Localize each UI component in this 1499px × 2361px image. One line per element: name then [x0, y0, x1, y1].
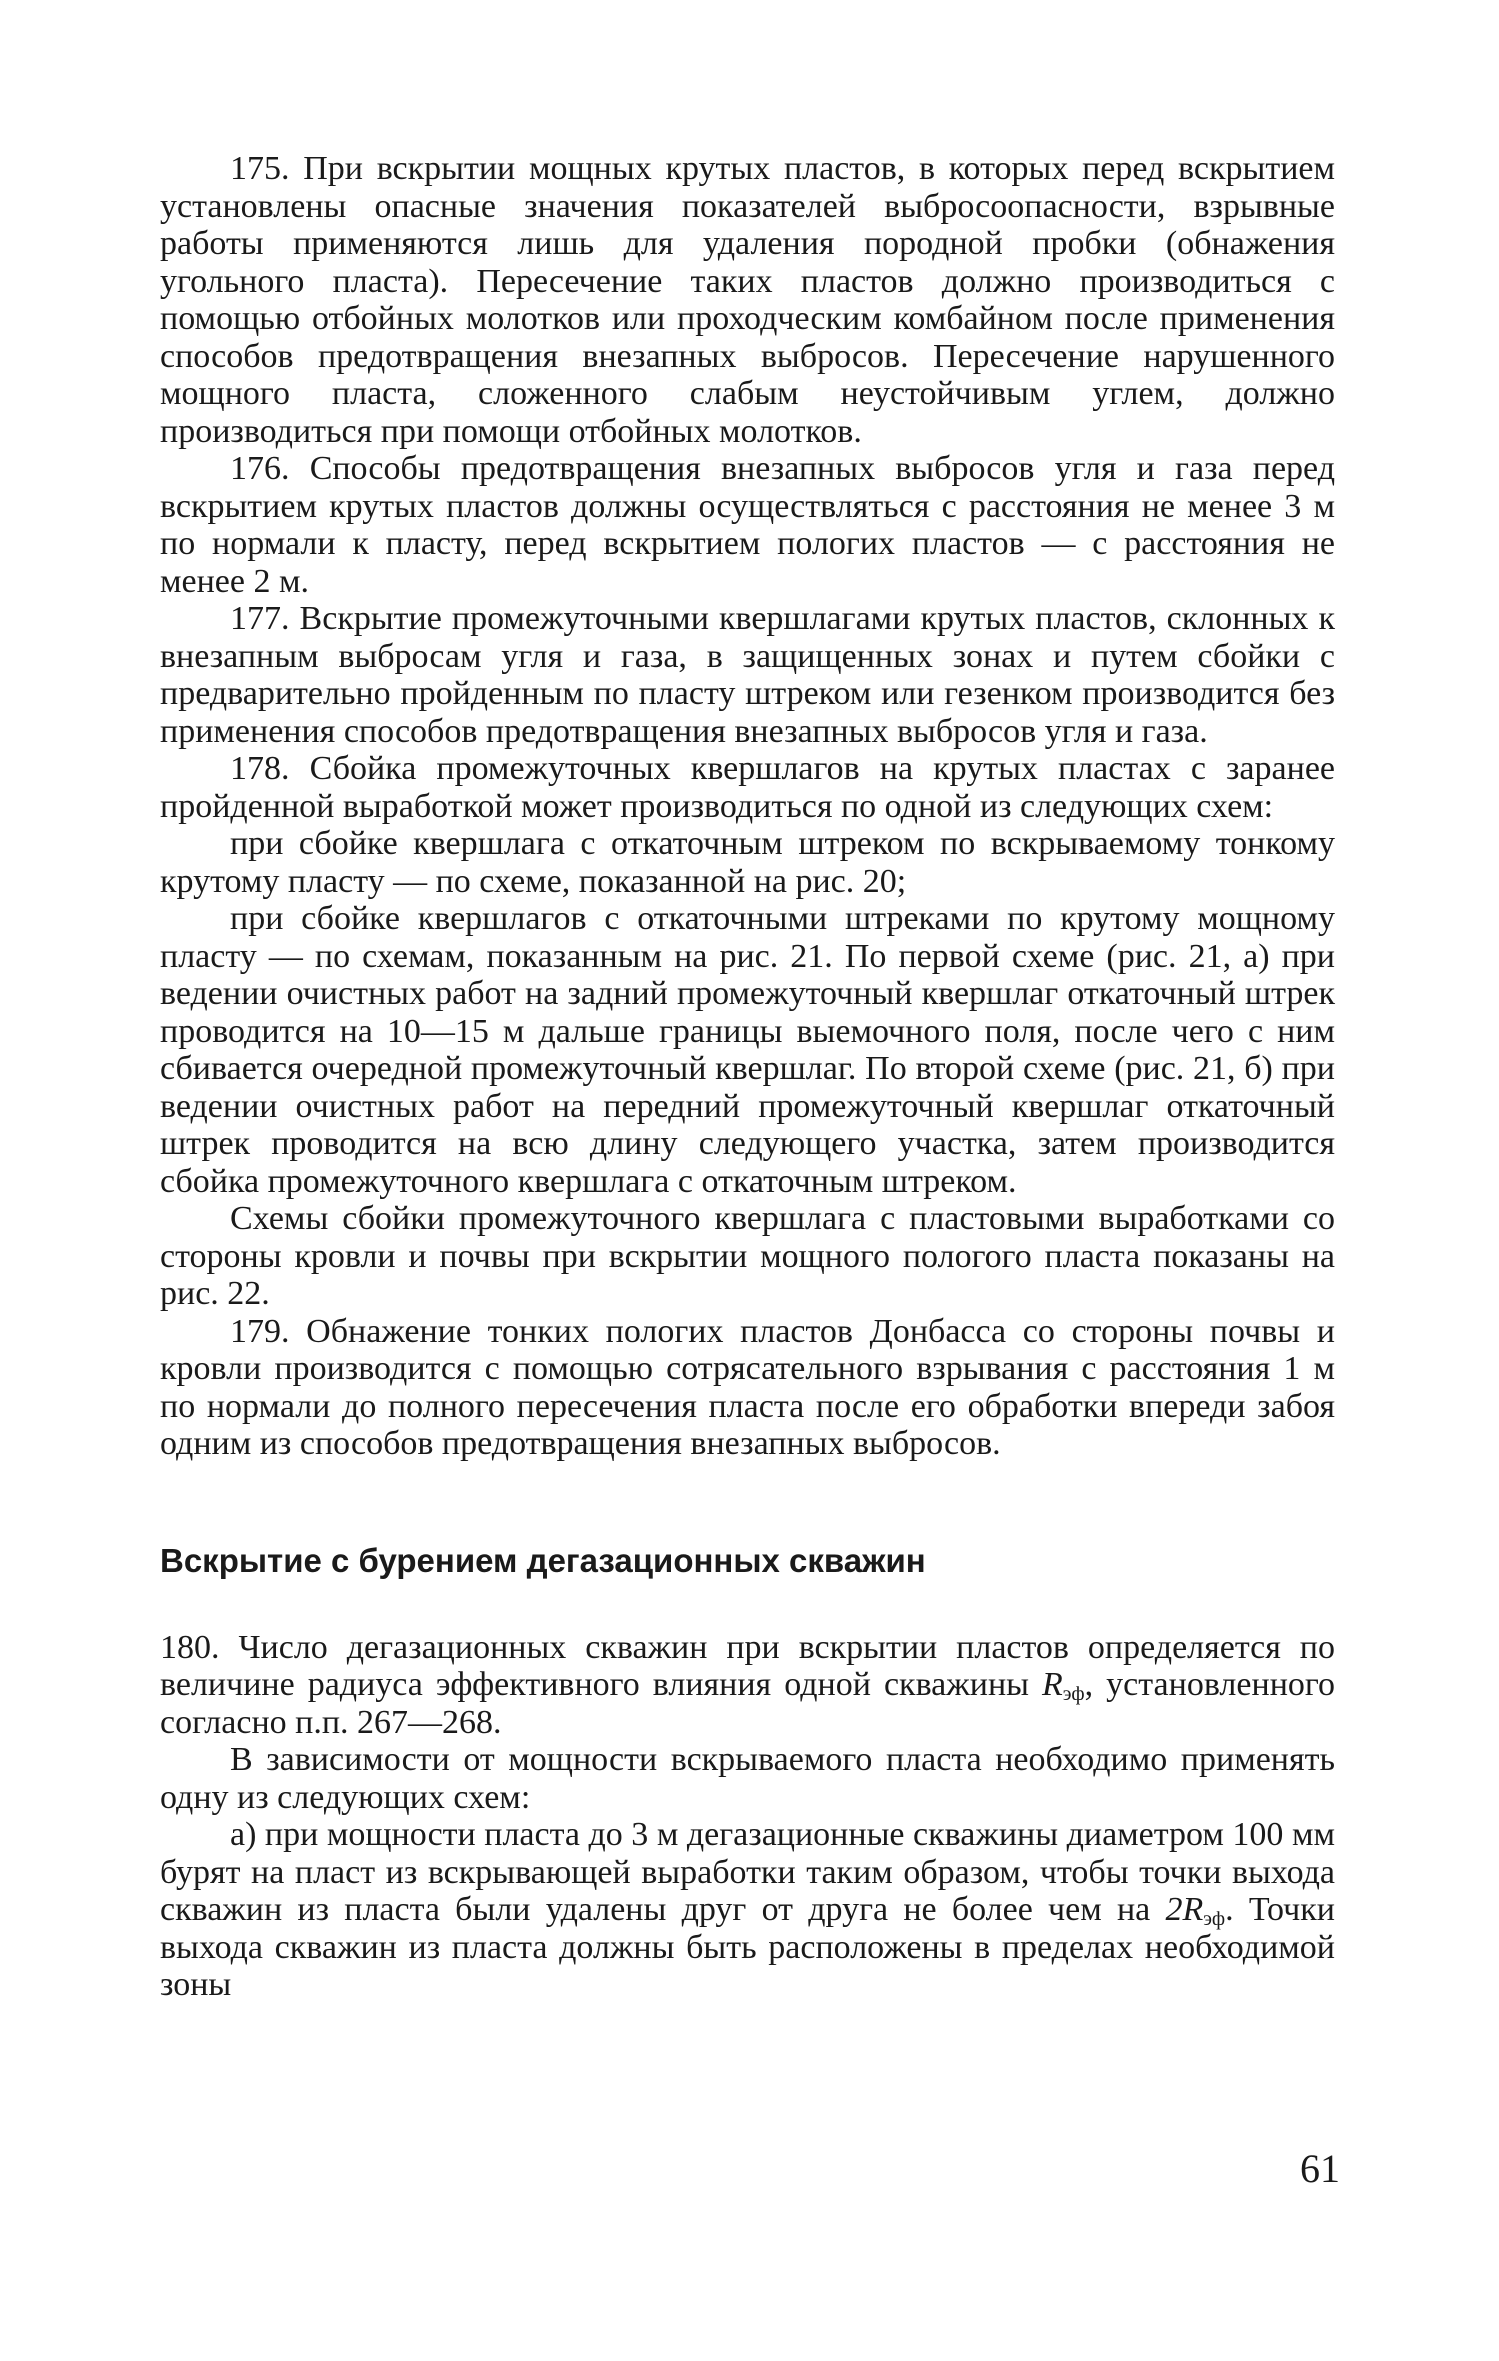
- paragraph-schemes-intro: В зависимости от мощности вскрываемого пласта необходимо применять одну из следующих схем:: [160, 1741, 1335, 1816]
- paragraph-180-text-end: , установленного согласно п.п. 267—268.: [160, 1666, 1335, 1741]
- double-radius-subscript: эф: [1203, 1908, 1226, 1931]
- page-number: 61: [1300, 2146, 1340, 2191]
- paragraph-178-scheme-2: при сбойке квершлагов с откаточными штреками по крутому мощному пласту — по схемам, показанным на рис. 21. По первой схеме (рис. 21, а) при ведении очистных работ на задний промежуточный квершлаг откаточный штрек проводится на 10—15 м дальше границы выемочного поля, после чего с ним сбивается очередной промежуточный квершлаг. По второй схеме (рис. 21, б) при ведении очистных работ на передний промежуточный квершлаг откаточный штрек проводится на всю длину следующего участка, затем производится сбойка промежуточного квершлага с откаточным штреком.: [160, 900, 1335, 1200]
- paragraph-180-text-start: 180. Число дегазационных скважин при вскрытии пластов определяется по величине радиуса эффективного влияния одной скважины: [160, 1628, 1335, 1703]
- paragraph-scheme-a: [160, 1816, 1335, 2004]
- paragraph-178-schemes-note: Схемы сбойки промежуточного квершлага с пластовыми выработками со стороны кровли и почвы при вскрытии мощного пологого пласта показаны на рис. 22.: [160, 1200, 1335, 1312]
- paragraph-177: 177. Вскрытие промежуточными квершлагами крутых пластов, склонных к внезапным выбросам угля и газа, в защищенных зонах и путем сбойки с предварительно пройденным по пласту штреком или гезенком производится без применения способов предотвращения внезапных выбросов угля и газа.: [160, 600, 1335, 750]
- paragraph-178-scheme-1: при сбойке квершлага с откаточным штреком по вскрываемому тонкому крутому пласту — по схеме, показанной на рис. 20;: [160, 825, 1335, 900]
- paragraph-179: 179. Обнажение тонких пологих пластов Донбасса со стороны почвы и кровли производится с помощью сотрясательного взрывания с расстояния 1 м по нормали до полного пересечения пласта после его обработки впереди забоя одним из способов предотвращения внезапных выбросов.: [160, 1312, 1335, 1462]
- paragraph-180: [160, 1629, 1335, 1742]
- page-body: [160, 150, 1335, 2004]
- radius-symbol: R: [1042, 1666, 1063, 1703]
- double-radius-symbol: 2R: [1165, 1891, 1204, 1928]
- paragraph-178: 178. Сбойка промежуточных квершлагов на крутых пластах с заранее пройденной выработкой может производиться по одной из следующих схем:: [160, 750, 1335, 825]
- paragraph-176: 176. Способы предотвращения внезапных выбросов угля и газа перед вскрытием крутых пластов должны осуществляться с расстояния не менее 3 м по нормали к пласту, перед вскрытием пологих пластов — с расстояния не менее 2 м.: [160, 450, 1335, 600]
- paragraph-scheme-a-text-end: . Точки выхода скважин из пласта должны быть расположены в пределах необходимой зоны: [160, 1891, 1335, 2003]
- paragraph-scheme-a-text-start: а) при мощности пласта до 3 м дегазационные скважины диаметром 100 мм бурят на пласт из вскрывающей выработки таким образом, чтобы точки выхода скважин из пласта были удалены друг от друга не более чем на: [160, 1816, 1335, 1928]
- radius-subscript: эф: [1062, 1683, 1085, 1706]
- section-heading: Вскрытие с бурением дегазационных скважин: [160, 1541, 926, 1579]
- paragraph-175: 175. При вскрытии мощных крутых пластов, в которых перед вскрытием установлены опасные значения показателей выбросоопасности, взрывные работы применяются лишь для удаления породной пробки (обнажения угольного пласта). Пересечение таких пластов должно производиться с помощью отбойных молотков или проходческим комбайном после применения способов предотвращения внезапных выбросов. Пересечение нарушенного мощного пласта, сложенного слабым неустойчивым углем, должно производиться при помощи отбойных молотков.: [160, 150, 1335, 450]
